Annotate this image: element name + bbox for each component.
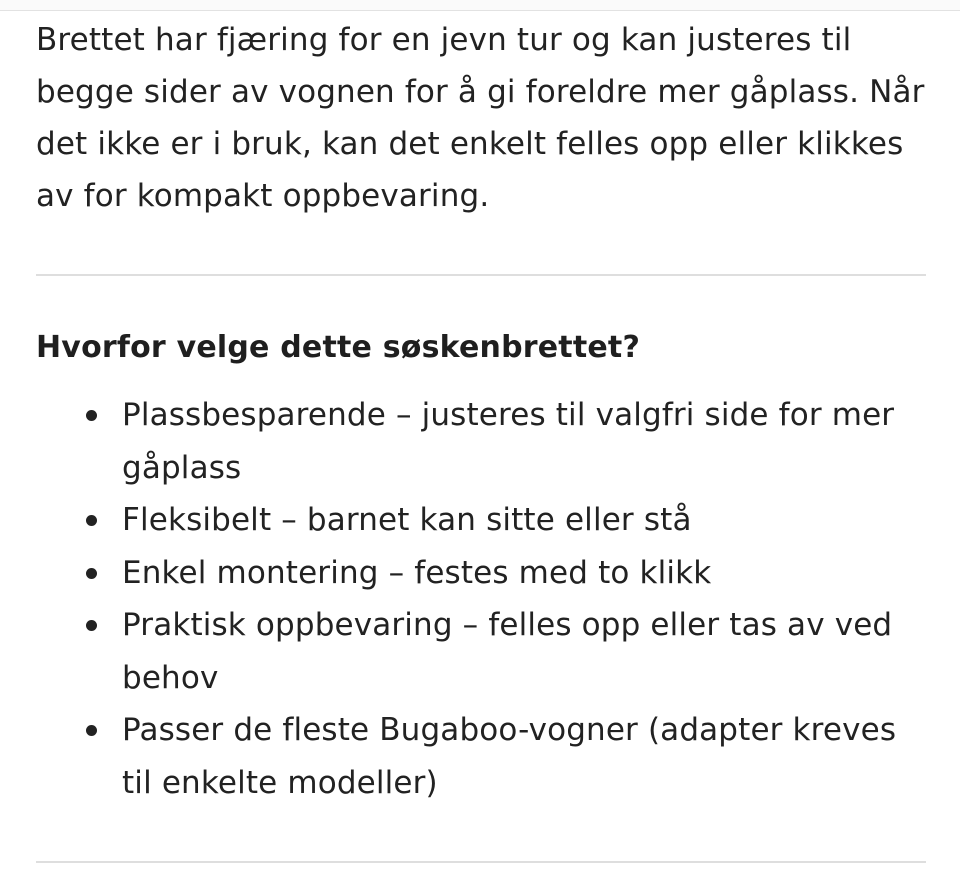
bullet-icon (86, 515, 97, 526)
list-item-text: Passer de fleste Bugaboo-vogner (adapter kreves til enkelte modeller) (122, 712, 897, 801)
list-item-text: Plassbesparende – justeres til valgfri side for mer gåplass (122, 397, 895, 486)
list-item (36, 494, 926, 547)
list-item-text: Praktisk oppbevaring – felles opp eller tas av ved behov (122, 607, 893, 696)
bullet-icon (86, 568, 97, 579)
top-edge (0, 0, 960, 11)
feature-list (36, 389, 926, 809)
bullet-icon (86, 410, 97, 421)
bullet-icon (86, 620, 97, 631)
list-item-text: Enkel montering – festes med to klikk (122, 554, 712, 591)
product-description (36, 14, 926, 863)
bullet-icon (86, 725, 97, 736)
section-divider (36, 274, 926, 276)
section-divider (36, 861, 926, 863)
list-item (36, 704, 926, 809)
list-item (36, 389, 926, 494)
list-item (36, 547, 926, 600)
section-heading: Hvorfor velge dette søskenbrettet? (36, 330, 641, 365)
intro-paragraph: Brettet har fjæring for en jevn tur og kan justeres til begge sider av vognen for å gi foreldre mer gåplass. Når det ikke er i bruk, kan det enkelt felles opp eller klikkes av for kompakt oppbevaring. (36, 22, 925, 214)
list-item-text: Fleksibelt – barnet kan sitte eller stå (122, 502, 692, 538)
list-item (36, 599, 926, 704)
